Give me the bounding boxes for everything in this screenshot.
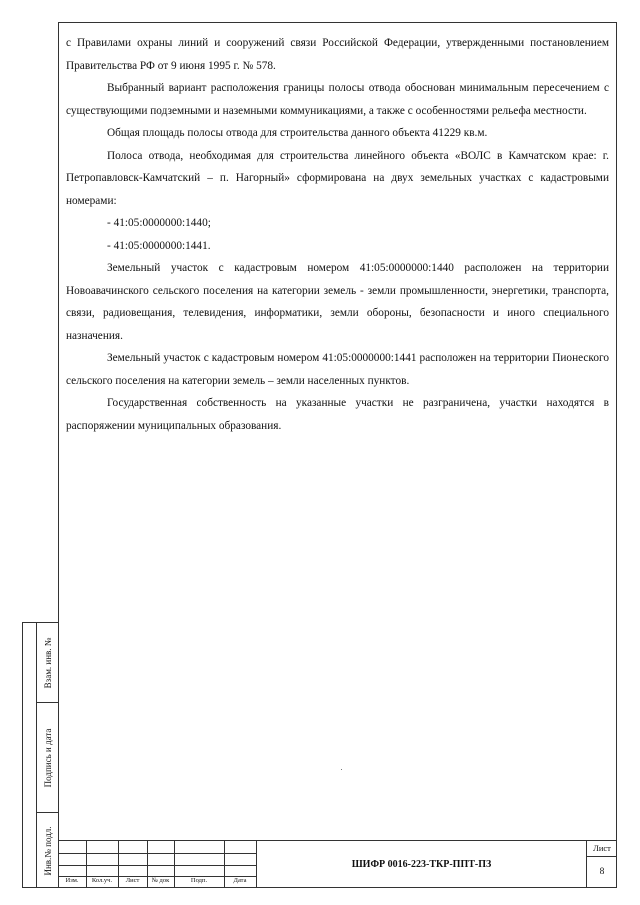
col-date: Дата (233, 877, 247, 884)
replace-inv-label: Взам. инв. № (43, 637, 53, 688)
original-inv-cell (37, 813, 59, 889)
paragraph: с Правилами охраны линий и сооружений связи Российской Федерации, утвержденными постановлением Правительства РФ от 9 июня 1995 г. № 578. (66, 37, 609, 72)
replace-inv-cell (37, 623, 59, 703)
title-block (58, 840, 617, 888)
col-change: Изм. (65, 877, 79, 884)
list-item: - 41:05:0000000:1441. (107, 239, 211, 252)
paragraph: Земельный участок с кадастровым номером 41:05:0000000:1440 расположен на территории Новоавачинского сельского поселения на категории земель - земли промышленности, энергетики, транспорта, связи, радиовещания, телевидения, информатики, земли обороны, безопасности и иного специального назначения. (66, 262, 609, 342)
col-sheet: Лист (125, 877, 140, 884)
revision-grid (58, 841, 256, 888)
col-signature: Подп. (190, 877, 208, 884)
col-count: Кол.уч. (91, 877, 113, 884)
signature-date-label: Подпись и дата (43, 728, 53, 787)
signature-date-cell (37, 703, 59, 813)
original-inv-label: Инв.№ подл. (43, 826, 53, 876)
paragraph: Полоса отвода, необходимая для строительства линейного объекта «ВОЛС в Камчатском крае: г. Петропавловск-Камчатский – п. Нагорный» сформирована на двух земельных участках с кадастровыми номерами: (66, 149, 609, 207)
grid-line (58, 865, 256, 866)
side-stamp-blank-column (23, 623, 37, 887)
side-stamp (22, 622, 58, 888)
sheet-number: 8 (599, 867, 605, 877)
col-doc-number: № док (151, 877, 170, 884)
paragraph: Выбранный вариант расположения границы полосы отвода обоснован минимальным пересечением с существующими подземными и наземными коммуникациями, а также с особенностями рельефа местности. (66, 82, 609, 117)
speck-mark (341, 769, 342, 770)
list-item: - 41:05:0000000:1440; (107, 217, 211, 229)
grid-line (58, 853, 256, 854)
document-body (66, 32, 609, 437)
paragraph: Земельный участок с кадастровым номером 41:05:0000000:1441 расположен на территории Пионеского сельского поселения на категории земель – земли населенных пунктов. (66, 352, 609, 387)
paragraph: Общая площадь полосы отвода для строительства данного объекта 41229 кв.м. (107, 127, 488, 139)
paragraph: Государственная собственность на указанные участки не разграничена, участки находятся в распоряжении муниципальных образования. (66, 397, 609, 432)
sheet-label: Лист (587, 841, 617, 857)
document-code: ШИФР 0016-223-ТКР-ППТ-ПЗ (256, 841, 586, 888)
sheet-box (586, 841, 617, 888)
